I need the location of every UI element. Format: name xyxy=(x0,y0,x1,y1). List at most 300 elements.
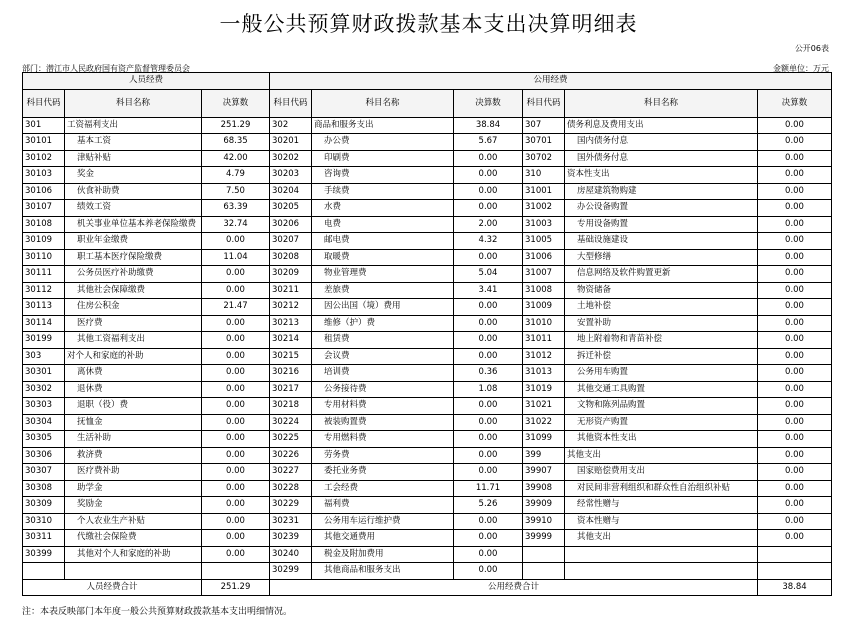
cell-amount: 42.00 xyxy=(202,150,270,167)
cell-code: 30206 xyxy=(270,216,312,233)
cell-amount: 63.39 xyxy=(202,200,270,217)
cell-code: 399 xyxy=(523,447,565,464)
cell-amount: 38.84 xyxy=(454,117,523,134)
cell-name: 培训费 xyxy=(312,365,454,382)
cell-code: 30214 xyxy=(270,332,312,349)
cell-amount: 0.00 xyxy=(758,414,832,431)
cell-amount: 0.00 xyxy=(454,299,523,316)
cell-code: 30226 xyxy=(270,447,312,464)
cell-name: 伙食补助费 xyxy=(65,183,202,200)
cell-name: 救济费 xyxy=(65,447,202,464)
cell-code: 39910 xyxy=(523,513,565,530)
cell-amount: 0.00 xyxy=(202,530,270,547)
cell-name: 大型修缮 xyxy=(565,249,758,266)
cell-name: 劳务费 xyxy=(312,447,454,464)
cell-name: 其他交通费用 xyxy=(312,530,454,547)
cell-name: 机关事业单位基本养老保险缴费 xyxy=(65,216,202,233)
cell-code: 31002 xyxy=(523,200,565,217)
table-row xyxy=(23,530,832,547)
cell-code: 30203 xyxy=(270,167,312,184)
cell-amount: 251.29 xyxy=(202,117,270,134)
cell-code: 30112 xyxy=(23,282,65,299)
cell-amount: 0.00 xyxy=(454,546,523,563)
cell-code: 30228 xyxy=(270,480,312,497)
cell-code: 31007 xyxy=(523,266,565,283)
cell-amount: 0.00 xyxy=(454,464,523,481)
cell-amount: 0.00 xyxy=(758,249,832,266)
cell-code: 30211 xyxy=(270,282,312,299)
cell-amount: 4.79 xyxy=(202,167,270,184)
cell-amount: 11.04 xyxy=(202,249,270,266)
cell-code: 30240 xyxy=(270,546,312,563)
cell-name: 退休费 xyxy=(65,381,202,398)
cell-code: 30227 xyxy=(270,464,312,481)
cell-name: 国外债务付息 xyxy=(565,150,758,167)
cell-name: 专用设备购置 xyxy=(565,216,758,233)
cell-amount: 0.00 xyxy=(454,348,523,365)
cell-name: 物资储备 xyxy=(565,282,758,299)
cell-name: 文物和陈列品购置 xyxy=(565,398,758,415)
cell-amount: 0.00 xyxy=(454,563,523,580)
cell-amount: 0.00 xyxy=(758,167,832,184)
table-row xyxy=(23,233,832,250)
cell-code: 30212 xyxy=(270,299,312,316)
cell-name: 房屋建筑物购建 xyxy=(565,183,758,200)
cell-amount: 0.00 xyxy=(758,216,832,233)
cell-amount: 0.00 xyxy=(202,513,270,530)
cell-amount: 0.00 xyxy=(202,497,270,514)
cell-code: 30103 xyxy=(23,167,65,184)
cell-amount: 0.00 xyxy=(758,266,832,283)
cell-amount: 0.00 xyxy=(202,546,270,563)
cell-code: 30231 xyxy=(270,513,312,530)
cell-code: 31022 xyxy=(523,414,565,431)
cell-amount xyxy=(758,563,832,580)
cell-amount: 5.26 xyxy=(454,497,523,514)
cell-amount: 0.00 xyxy=(454,150,523,167)
cell-name: 维修（护）费 xyxy=(312,315,454,332)
cell-code: 39999 xyxy=(523,530,565,547)
cell-amount: 3.41 xyxy=(454,282,523,299)
cell-name: 电费 xyxy=(312,216,454,233)
cell-amount: 7.50 xyxy=(202,183,270,200)
cell-code xyxy=(23,563,65,580)
cell-amount: 0.00 xyxy=(758,332,832,349)
table-row xyxy=(23,546,832,563)
col-header-amount: 决算数 xyxy=(202,89,270,117)
cell-code: 31006 xyxy=(523,249,565,266)
cell-amount: 0.00 xyxy=(454,200,523,217)
cell-code: 30107 xyxy=(23,200,65,217)
cell-code: 30215 xyxy=(270,348,312,365)
cell-amount: 0.00 xyxy=(454,167,523,184)
cell-name: 其他对个人和家庭的补助 xyxy=(65,546,202,563)
cell-name: 对民间非营利组织和群众性自治组织补贴 xyxy=(565,480,758,497)
cell-amount: 68.35 xyxy=(202,134,270,151)
cell-name: 助学金 xyxy=(65,480,202,497)
cell-name: 拆迁补偿 xyxy=(565,348,758,365)
cell-amount: 0.00 xyxy=(202,233,270,250)
form-code: 公开06表 xyxy=(794,44,829,53)
cell-code: 30311 xyxy=(23,530,65,547)
cell-amount: 0.00 xyxy=(202,282,270,299)
table-row xyxy=(23,447,832,464)
cell-name: 专用材料费 xyxy=(312,398,454,415)
cell-amount: 0.00 xyxy=(758,315,832,332)
cell-code: 30101 xyxy=(23,134,65,151)
cell-code: 31019 xyxy=(523,381,565,398)
table-row xyxy=(23,183,832,200)
cell-name: 因公出国（境）费用 xyxy=(312,299,454,316)
cell-code: 30208 xyxy=(270,249,312,266)
cell-name: 印刷费 xyxy=(312,150,454,167)
table-row xyxy=(23,117,832,134)
cell-name: 公务员医疗补助缴费 xyxy=(65,266,202,283)
cell-code: 30113 xyxy=(23,299,65,316)
cell-code: 30224 xyxy=(270,414,312,431)
cell-amount: 0.00 xyxy=(758,431,832,448)
cell-amount: 0.00 xyxy=(758,134,832,151)
cell-code: 30701 xyxy=(523,134,565,151)
cell-code: 30310 xyxy=(23,513,65,530)
cell-name: 其他支出 xyxy=(565,530,758,547)
cell-name: 资本性支出 xyxy=(565,167,758,184)
cell-amount: 0.00 xyxy=(758,398,832,415)
cell-name: 职工基本医疗保险缴费 xyxy=(65,249,202,266)
cell-amount: 0.00 xyxy=(202,315,270,332)
cell-code: 31010 xyxy=(523,315,565,332)
cell-amount: 0.00 xyxy=(202,365,270,382)
cell-amount: 0.00 xyxy=(454,414,523,431)
cell-code: 302 xyxy=(270,117,312,134)
cell-name: 资本性赠与 xyxy=(565,513,758,530)
cell-amount: 0.00 xyxy=(758,282,832,299)
table-row xyxy=(23,200,832,217)
col-header-code: 科目代码 xyxy=(23,89,65,117)
personnel-total-value: 251.29 xyxy=(202,579,270,596)
cell-code: 30109 xyxy=(23,233,65,250)
cell-name: 办公设备购置 xyxy=(565,200,758,217)
cell-amount: 0.00 xyxy=(758,513,832,530)
cell-name: 福利费 xyxy=(312,497,454,514)
cell-amount: 0.00 xyxy=(454,530,523,547)
cell-code: 31021 xyxy=(523,398,565,415)
table-row xyxy=(23,266,832,283)
cell-amount: 1.08 xyxy=(454,381,523,398)
cell-name: 工资福利支出 xyxy=(65,117,202,134)
cell-code: 39909 xyxy=(523,497,565,514)
table-row xyxy=(23,365,832,382)
cell-code: 31099 xyxy=(523,431,565,448)
col-header-name: 科目名称 xyxy=(65,89,202,117)
cell-code: 30209 xyxy=(270,266,312,283)
cell-amount: 0.00 xyxy=(758,183,832,200)
cell-name: 安置补助 xyxy=(565,315,758,332)
cell-code: 303 xyxy=(23,348,65,365)
cell-name: 经常性赠与 xyxy=(565,497,758,514)
cell-amount: 0.00 xyxy=(454,332,523,349)
cell-code: 30302 xyxy=(23,381,65,398)
page-title: 一般公共预算财政拨款基本支出决算明细表 xyxy=(219,12,638,36)
cell-name xyxy=(65,563,202,580)
cell-code: 30308 xyxy=(23,480,65,497)
cell-name: 奖金 xyxy=(65,167,202,184)
cell-amount: 11.71 xyxy=(454,480,523,497)
cell-code: 30110 xyxy=(23,249,65,266)
cell-name: 税金及附加费用 xyxy=(312,546,454,563)
col-header-code: 科目代码 xyxy=(270,89,312,117)
cell-code: 30303 xyxy=(23,398,65,415)
amount-unit-label: 金额单位：万元 xyxy=(773,64,829,73)
cell-amount: 0.00 xyxy=(758,480,832,497)
cell-code: 31013 xyxy=(523,365,565,382)
cell-amount: 0.00 xyxy=(202,266,270,283)
cell-code xyxy=(523,563,565,580)
cell-name: 个人农业生产补贴 xyxy=(65,513,202,530)
cell-amount xyxy=(202,563,270,580)
cell-name: 国内债务付息 xyxy=(565,134,758,151)
cell-amount: 0.00 xyxy=(758,365,832,382)
cell-code: 30309 xyxy=(23,497,65,514)
expenditure-table xyxy=(22,72,832,596)
cell-name: 无形资产购置 xyxy=(565,414,758,431)
cell-amount: 0.00 xyxy=(758,497,832,514)
cell-name: 津贴补贴 xyxy=(65,150,202,167)
table-row xyxy=(23,216,832,233)
cell-name: 专用燃料费 xyxy=(312,431,454,448)
cell-name: 公务接待费 xyxy=(312,381,454,398)
cell-name: 差旅费 xyxy=(312,282,454,299)
cell-code: 30299 xyxy=(270,563,312,580)
cell-code: 30202 xyxy=(270,150,312,167)
cell-amount: 0.00 xyxy=(758,200,832,217)
col-header-name: 科目名称 xyxy=(312,89,454,117)
table-row xyxy=(23,431,832,448)
table-note: 注：本表反映部门本年度一般公共预算财政拨款基本支出明细情况。 xyxy=(22,607,293,617)
cell-amount: 0.00 xyxy=(202,431,270,448)
cell-name: 委托业务费 xyxy=(312,464,454,481)
table-row xyxy=(23,497,832,514)
cell-code: 307 xyxy=(523,117,565,134)
cell-code: 310 xyxy=(523,167,565,184)
cell-name: 医疗费 xyxy=(65,315,202,332)
cell-name: 土地补偿 xyxy=(565,299,758,316)
cell-name: 咨询费 xyxy=(312,167,454,184)
cell-name: 会议费 xyxy=(312,348,454,365)
cell-name: 退职（役）费 xyxy=(65,398,202,415)
cell-code: 39908 xyxy=(523,480,565,497)
cell-name: 对个人和家庭的补助 xyxy=(65,348,202,365)
col-header-code: 科目代码 xyxy=(523,89,565,117)
table-row xyxy=(23,398,832,415)
cell-name: 租赁费 xyxy=(312,332,454,349)
cell-amount: 0.00 xyxy=(202,348,270,365)
cell-code: 30201 xyxy=(270,134,312,151)
cell-name: 其他支出 xyxy=(565,447,758,464)
cell-code: 30305 xyxy=(23,431,65,448)
cell-amount: 0.00 xyxy=(202,414,270,431)
cell-code: 30108 xyxy=(23,216,65,233)
table-row xyxy=(23,249,832,266)
cell-name: 职业年金缴费 xyxy=(65,233,202,250)
cell-name: 基础设施建设 xyxy=(565,233,758,250)
table-row xyxy=(23,315,832,332)
cell-name: 办公费 xyxy=(312,134,454,151)
cell-code: 30114 xyxy=(23,315,65,332)
col-header-amount: 决算数 xyxy=(454,89,523,117)
cell-amount: 0.00 xyxy=(758,447,832,464)
table-row xyxy=(23,480,832,497)
cell-name: 手续费 xyxy=(312,183,454,200)
cell-name xyxy=(565,546,758,563)
cell-amount: 0.00 xyxy=(758,233,832,250)
cell-code xyxy=(523,546,565,563)
cell-code: 31003 xyxy=(523,216,565,233)
cell-amount: 0.00 xyxy=(202,332,270,349)
cell-name: 信息网络及软件购置更新 xyxy=(565,266,758,283)
cell-code: 31011 xyxy=(523,332,565,349)
cell-amount: 0.00 xyxy=(758,464,832,481)
cell-amount: 0.00 xyxy=(454,398,523,415)
table-row xyxy=(23,348,832,365)
cell-name: 抚恤金 xyxy=(65,414,202,431)
cell-name xyxy=(565,563,758,580)
cell-code: 31009 xyxy=(523,299,565,316)
cell-code: 30213 xyxy=(270,315,312,332)
cell-amount: 0.00 xyxy=(758,530,832,547)
cell-name: 其他资本性支出 xyxy=(565,431,758,448)
cell-amount: 0.00 xyxy=(758,150,832,167)
cell-amount: 0.00 xyxy=(758,381,832,398)
cell-amount: 0.00 xyxy=(758,348,832,365)
cell-code: 30304 xyxy=(23,414,65,431)
personnel-group-header: 人员经费 xyxy=(23,73,270,90)
cell-code: 31005 xyxy=(523,233,565,250)
table-row xyxy=(23,513,832,530)
cell-amount: 0.00 xyxy=(454,315,523,332)
cell-code: 301 xyxy=(23,117,65,134)
cell-code: 39907 xyxy=(523,464,565,481)
table-row xyxy=(23,464,832,481)
cell-name: 国家赔偿费用支出 xyxy=(565,464,758,481)
public-total-label: 公用经费合计 xyxy=(270,579,758,596)
cell-code: 30217 xyxy=(270,381,312,398)
cell-amount: 2.00 xyxy=(454,216,523,233)
cell-code: 30306 xyxy=(23,447,65,464)
cell-code: 31008 xyxy=(523,282,565,299)
cell-name: 其他交通工具购置 xyxy=(565,381,758,398)
cell-code: 30229 xyxy=(270,497,312,514)
cell-amount: 0.00 xyxy=(202,447,270,464)
cell-code: 30199 xyxy=(23,332,65,349)
cell-name: 地上附着物和青苗补偿 xyxy=(565,332,758,349)
cell-code: 31012 xyxy=(523,348,565,365)
cell-amount: 0.00 xyxy=(202,464,270,481)
cell-code: 30307 xyxy=(23,464,65,481)
cell-code: 30106 xyxy=(23,183,65,200)
cell-name: 取暖费 xyxy=(312,249,454,266)
cell-name: 绩效工资 xyxy=(65,200,202,217)
cell-amount: 0.00 xyxy=(202,381,270,398)
cell-amount: 21.47 xyxy=(202,299,270,316)
cell-name: 工会经费 xyxy=(312,480,454,497)
personnel-total-label: 人员经费合计 xyxy=(23,579,202,596)
cell-amount: 0.00 xyxy=(454,431,523,448)
cell-code: 30702 xyxy=(523,150,565,167)
table-row xyxy=(23,167,832,184)
cell-code: 30216 xyxy=(270,365,312,382)
cell-code: 30218 xyxy=(270,398,312,415)
public-total-value: 38.84 xyxy=(758,579,832,596)
cell-name: 公务用车购置 xyxy=(565,365,758,382)
table-row xyxy=(23,282,832,299)
cell-amount: 32.74 xyxy=(202,216,270,233)
cell-amount: 0.00 xyxy=(454,447,523,464)
cell-name: 其他商品和服务支出 xyxy=(312,563,454,580)
cell-code: 30301 xyxy=(23,365,65,382)
cell-amount: 0.00 xyxy=(202,398,270,415)
table-row xyxy=(23,381,832,398)
table-row xyxy=(23,150,832,167)
col-header-name: 科目名称 xyxy=(565,89,758,117)
cell-amount: 0.00 xyxy=(758,117,832,134)
table-row xyxy=(23,414,832,431)
cell-code: 30102 xyxy=(23,150,65,167)
cell-amount: 0.00 xyxy=(454,183,523,200)
cell-code: 30111 xyxy=(23,266,65,283)
cell-name: 其他工资福利支出 xyxy=(65,332,202,349)
cell-name: 物业管理费 xyxy=(312,266,454,283)
cell-code: 30239 xyxy=(270,530,312,547)
cell-name: 住房公积金 xyxy=(65,299,202,316)
table-row xyxy=(23,299,832,316)
cell-code: 30204 xyxy=(270,183,312,200)
cell-amount: 0.00 xyxy=(454,249,523,266)
table-row xyxy=(23,563,832,580)
cell-name: 水费 xyxy=(312,200,454,217)
cell-name: 奖励金 xyxy=(65,497,202,514)
cell-amount: 0.00 xyxy=(454,513,523,530)
cell-code: 30225 xyxy=(270,431,312,448)
cell-name: 公务用车运行维护费 xyxy=(312,513,454,530)
cell-amount: 0.00 xyxy=(202,480,270,497)
cell-amount: 0.00 xyxy=(758,299,832,316)
cell-name: 邮电费 xyxy=(312,233,454,250)
cell-name: 医疗费补助 xyxy=(65,464,202,481)
cell-code: 30207 xyxy=(270,233,312,250)
cell-name: 离休费 xyxy=(65,365,202,382)
cell-amount xyxy=(758,546,832,563)
col-header-amount: 决算数 xyxy=(758,89,832,117)
cell-amount: 4.32 xyxy=(454,233,523,250)
cell-name: 其他社会保障缴费 xyxy=(65,282,202,299)
cell-name: 基本工资 xyxy=(65,134,202,151)
cell-amount: 5.67 xyxy=(454,134,523,151)
table-row xyxy=(23,134,832,151)
table-row xyxy=(23,332,832,349)
cell-name: 被装购置费 xyxy=(312,414,454,431)
cell-name: 代缴社会保险费 xyxy=(65,530,202,547)
cell-amount: 5.04 xyxy=(454,266,523,283)
cell-code: 30399 xyxy=(23,546,65,563)
cell-code: 30205 xyxy=(270,200,312,217)
cell-code: 31001 xyxy=(523,183,565,200)
cell-name: 生活补助 xyxy=(65,431,202,448)
cell-name: 债务利息及费用支出 xyxy=(565,117,758,134)
cell-amount: 0.36 xyxy=(454,365,523,382)
cell-name: 商品和服务支出 xyxy=(312,117,454,134)
department-label: 部门：潜江市人民政府国有资产监督管理委员会 xyxy=(22,64,190,73)
